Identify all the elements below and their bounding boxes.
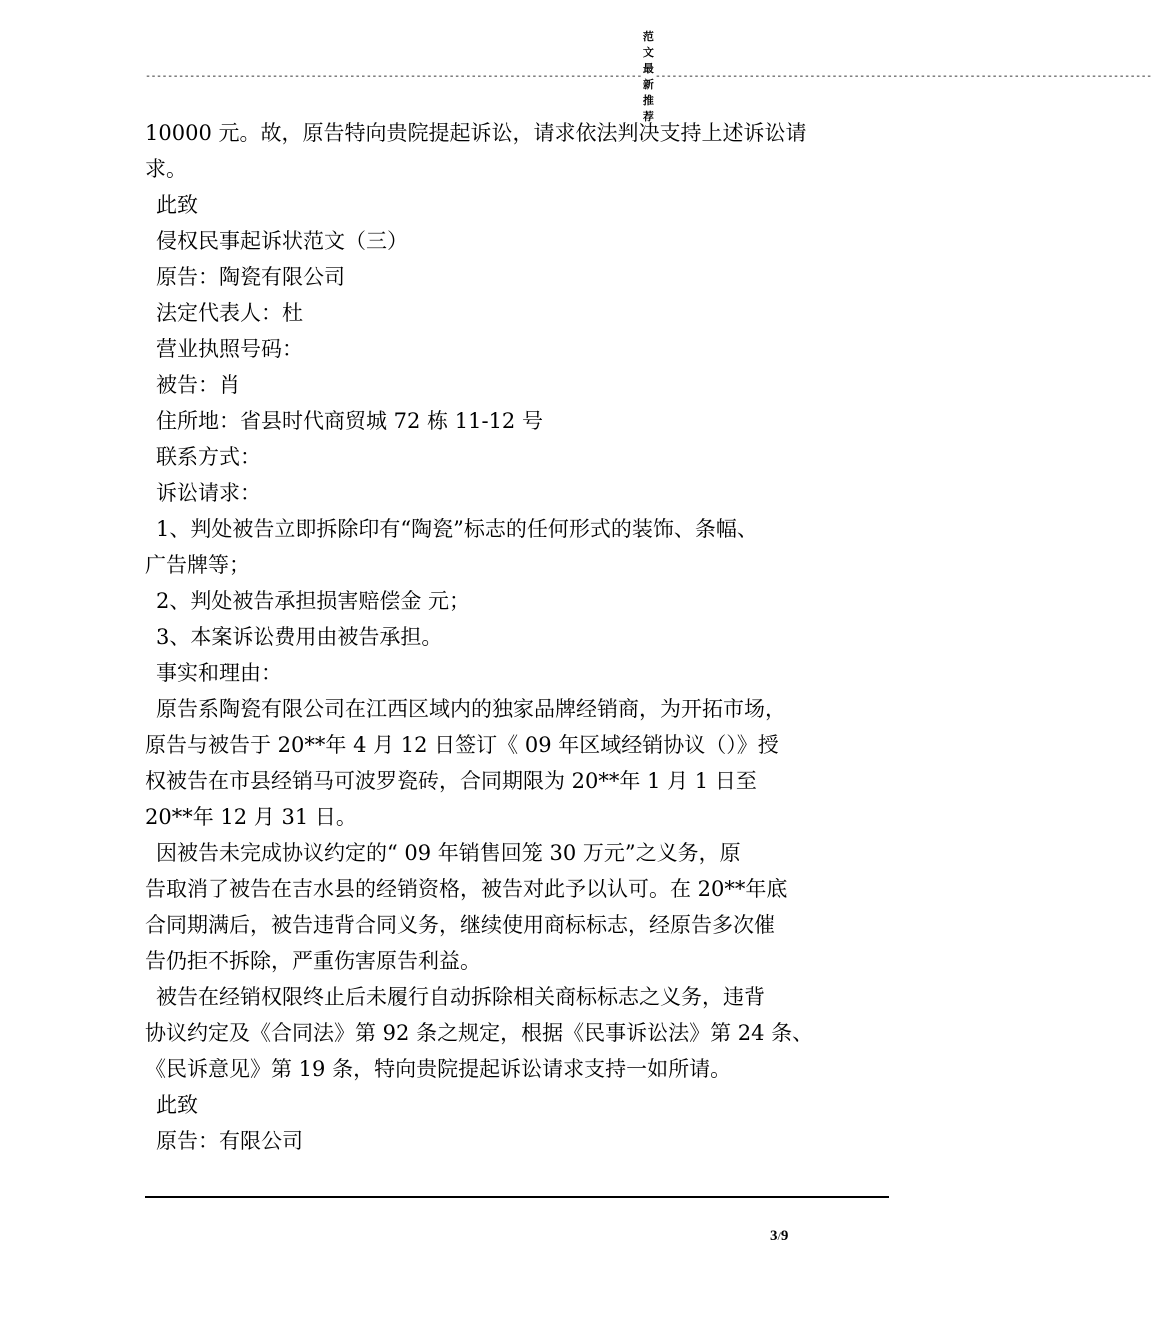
text-line: 原告：有限公司 bbox=[156, 1129, 303, 1153]
text-line: 权被告在市县经销马可波罗瓷砖，合同期限为 20**年 1 月 1 日至 bbox=[145, 769, 757, 793]
page-header bbox=[145, 30, 1152, 123]
text-line: 3、本案诉讼费用由被告承担。 bbox=[156, 625, 443, 649]
text-line: 住所地：省县时代商贸城 72 栋 11-12 号 bbox=[156, 409, 543, 433]
text-line: 法定代表人：杜 bbox=[156, 301, 303, 325]
text-line: 1、判处被告立即拆除印有“陶瓷”标志的任何形式的装饰、条幅、 bbox=[156, 517, 758, 541]
page-number bbox=[770, 1228, 788, 1245]
text-line: 被告在经销权限终止后未履行自动拆除相关商标标志之义务，违背 bbox=[156, 985, 765, 1009]
text-line: 10000 元。故，原告特向贵院提起诉讼，请求依法判决支持上述诉讼请 bbox=[145, 121, 807, 145]
text-line: 20**年 12 月 31 日。 bbox=[145, 805, 357, 829]
footer-rule bbox=[145, 1196, 889, 1198]
text-line: 原告系陶瓷有限公司在江西区域内的独家品牌经销商，为开拓市场， bbox=[156, 697, 786, 721]
text-line: 告仍拒不拆除，严重伤害原告利益。 bbox=[145, 949, 481, 973]
text-line: 原告：陶瓷有限公司 bbox=[156, 265, 345, 289]
text-line: 协议约定及《合同法》第 92 条之规定，根据《民事诉讼法》第 24 条、 bbox=[145, 1021, 814, 1045]
text-line: 因被告未完成协议约定的“ 09 年销售回笼 30 万元”之义务，原 bbox=[156, 841, 741, 865]
text-line: 侵权民事起诉状范文（三） bbox=[156, 229, 408, 253]
text-line: 广告牌等； bbox=[145, 553, 250, 577]
text-line: 告取消了被告在吉水县的经销资格，被告对此予以认可。在 20**年底 bbox=[145, 877, 788, 901]
text-line: 求。 bbox=[145, 157, 187, 181]
text-line: 营业执照号码： bbox=[156, 337, 303, 361]
text-line: 《民诉意见》第 19 条，特向贵院提起诉讼请求支持一如所请。 bbox=[145, 1057, 732, 1081]
page-separator: / bbox=[777, 1229, 781, 1243]
header-rule-right: ------------------------------------------------------------------------------------------ bbox=[654, 70, 1152, 82]
page-total: 9 bbox=[780, 1228, 789, 1244]
page-current: 3 bbox=[770, 1228, 778, 1244]
text-line: 合同期满后，被告违背合同义务，继续使用商标标志，经原告多次催 bbox=[145, 913, 775, 937]
header-rule-left: ------------------------------------------------------------------------------------------ bbox=[145, 70, 642, 82]
text-line: 此致 bbox=[156, 193, 198, 217]
text-line: 原告与被告于 20**年 4 月 12 日签订《 09 年区域经销协议（）》授 bbox=[145, 733, 779, 757]
document-body bbox=[145, 115, 815, 1159]
text-line: 诉讼请求： bbox=[156, 481, 261, 505]
text-line: 2、判处被告承担损害赔偿金 元； bbox=[156, 589, 471, 613]
text-line: 被告：肖 bbox=[156, 373, 240, 397]
header-title: 范文最新推荐 bbox=[642, 30, 654, 123]
text-line: 此致 bbox=[156, 1093, 198, 1117]
text-line: 事实和理由： bbox=[156, 661, 282, 685]
text-line: 联系方式： bbox=[156, 445, 261, 469]
